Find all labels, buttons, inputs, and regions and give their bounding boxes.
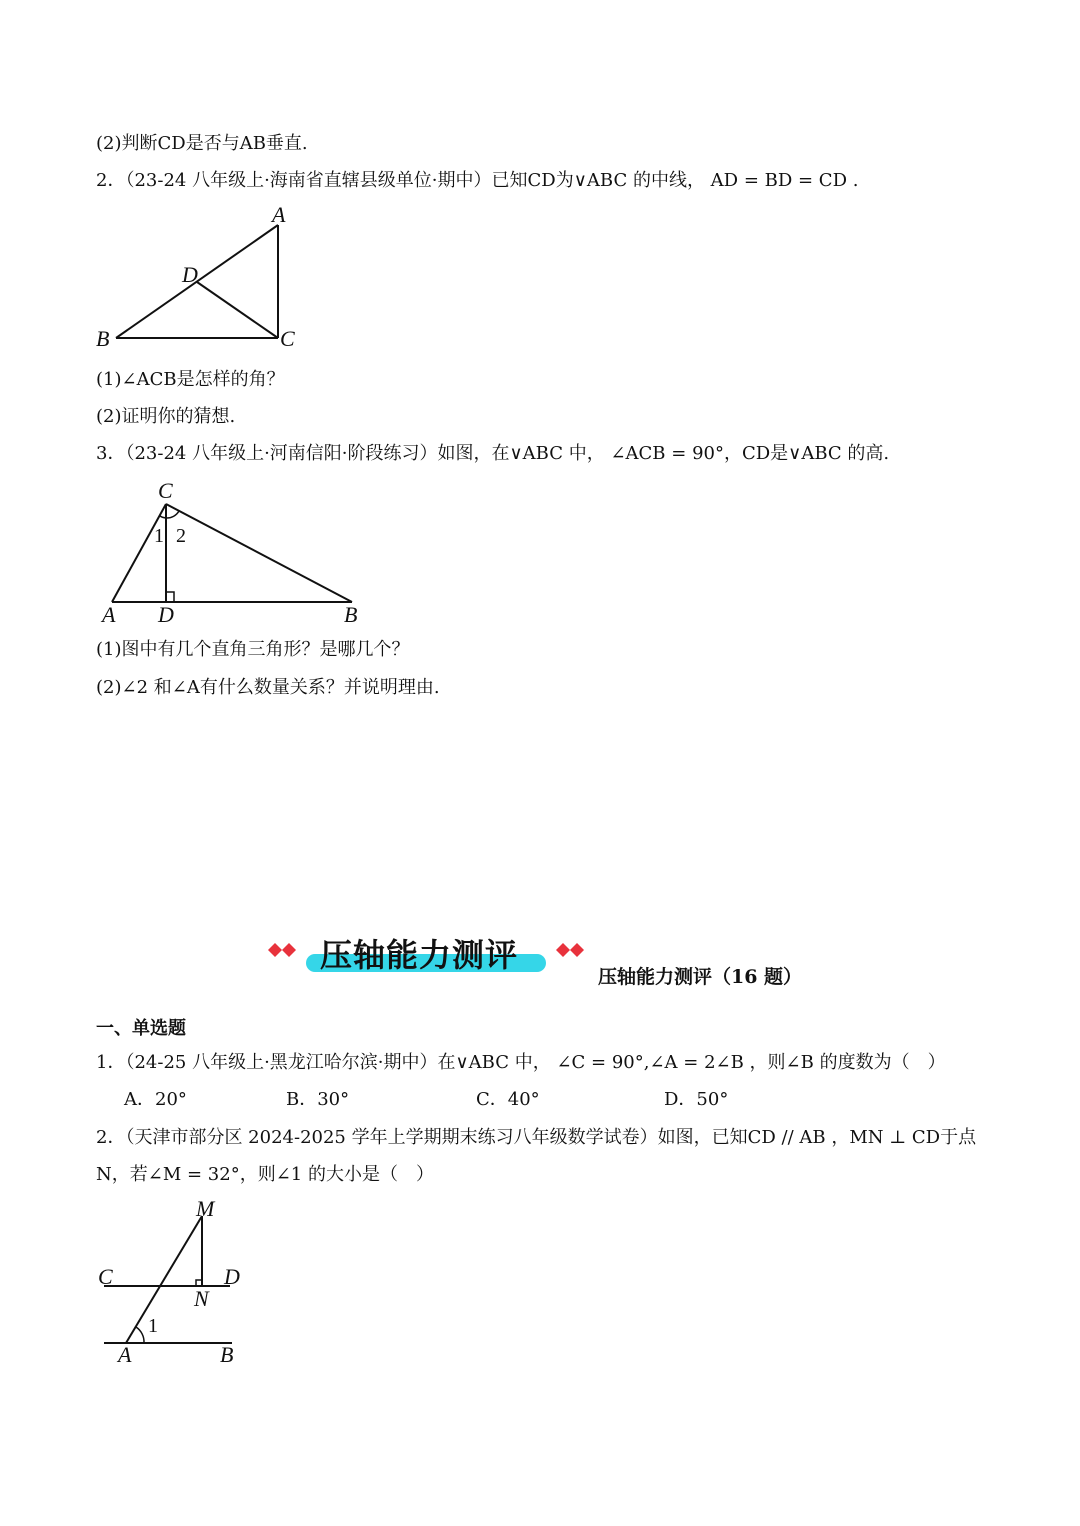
banner-title: 压轴能力测评 — [320, 936, 519, 974]
q3-stem: 3．（23-24 八年级上·河南信阳·阶段练习）如图，在∨ABC 中， ∠ACB = 90°，CD是∨ABC 的高. — [96, 443, 890, 464]
mc-q1-option-b: B．30° — [286, 1089, 350, 1110]
q2-stem: 2．（23-24 八年级上·海南省直辖县级单位·期中）已知CD为∨ABC 的中线， AD = BD = CD . — [96, 170, 859, 191]
mc-q1-stem: 1．（24-25 八年级上·黑龙江哈尔滨·期中）在∨ABC 中， ∠C = 90°,∠A = 2∠B ，则∠B 的度数为（ ） — [96, 1052, 946, 1073]
figure-right-triangle-altitude — [96, 474, 376, 630]
mc-q2-line2: N，若∠M = 32°，则∠1 的大小是（ ） — [96, 1164, 434, 1185]
label-a: A — [272, 202, 286, 227]
section-heading: 一、单选题 — [96, 1018, 186, 1039]
q3-part2: (2)∠2 和∠A有什么数量关系？并说明理由. — [96, 677, 440, 698]
label-c: C — [280, 326, 295, 351]
banner-subtitle: 压轴能力测评（16 题） — [598, 966, 803, 988]
mc-q2-line1: 2．（天津市部分区 2024-2025 学年上学期期末练习八年级数学试卷）如图，已知CD // AB ，MN ⊥ CD于点 — [96, 1127, 977, 1148]
q2-part1: (1)∠ACB是怎样的角？ — [96, 369, 285, 390]
label-angle-1: 1 — [148, 1315, 158, 1337]
label-a: A — [102, 602, 116, 627]
label-d: D — [224, 1264, 240, 1289]
mc-q1-option-c: C．40° — [476, 1089, 540, 1110]
label-d: D — [182, 262, 198, 287]
mc-q1-option-a: A．20° — [124, 1089, 187, 1110]
label-n: N — [194, 1286, 209, 1311]
label-angle-1: 1 — [154, 525, 164, 547]
label-d: D — [158, 602, 174, 627]
label-b: B — [220, 1342, 234, 1367]
label-c: C — [98, 1264, 113, 1289]
figure-parallel-lines — [94, 1194, 254, 1374]
label-b: B — [344, 602, 358, 627]
label-b: B — [96, 326, 110, 351]
mc-q1-option-d: D．50° — [664, 1089, 729, 1110]
q3-part1: (1)图中有几个直角三角形？是哪几个？ — [96, 639, 410, 660]
q2-part2: (2)证明你的猜想. — [96, 406, 236, 427]
q1-part2: (2)判断CD是否与AB垂直. — [96, 133, 308, 154]
label-a: A — [118, 1342, 132, 1367]
label-m: M — [196, 1196, 215, 1221]
label-c: C — [158, 478, 173, 503]
figure-triangle-abc-median — [90, 200, 330, 360]
label-angle-2: 2 — [176, 525, 186, 547]
